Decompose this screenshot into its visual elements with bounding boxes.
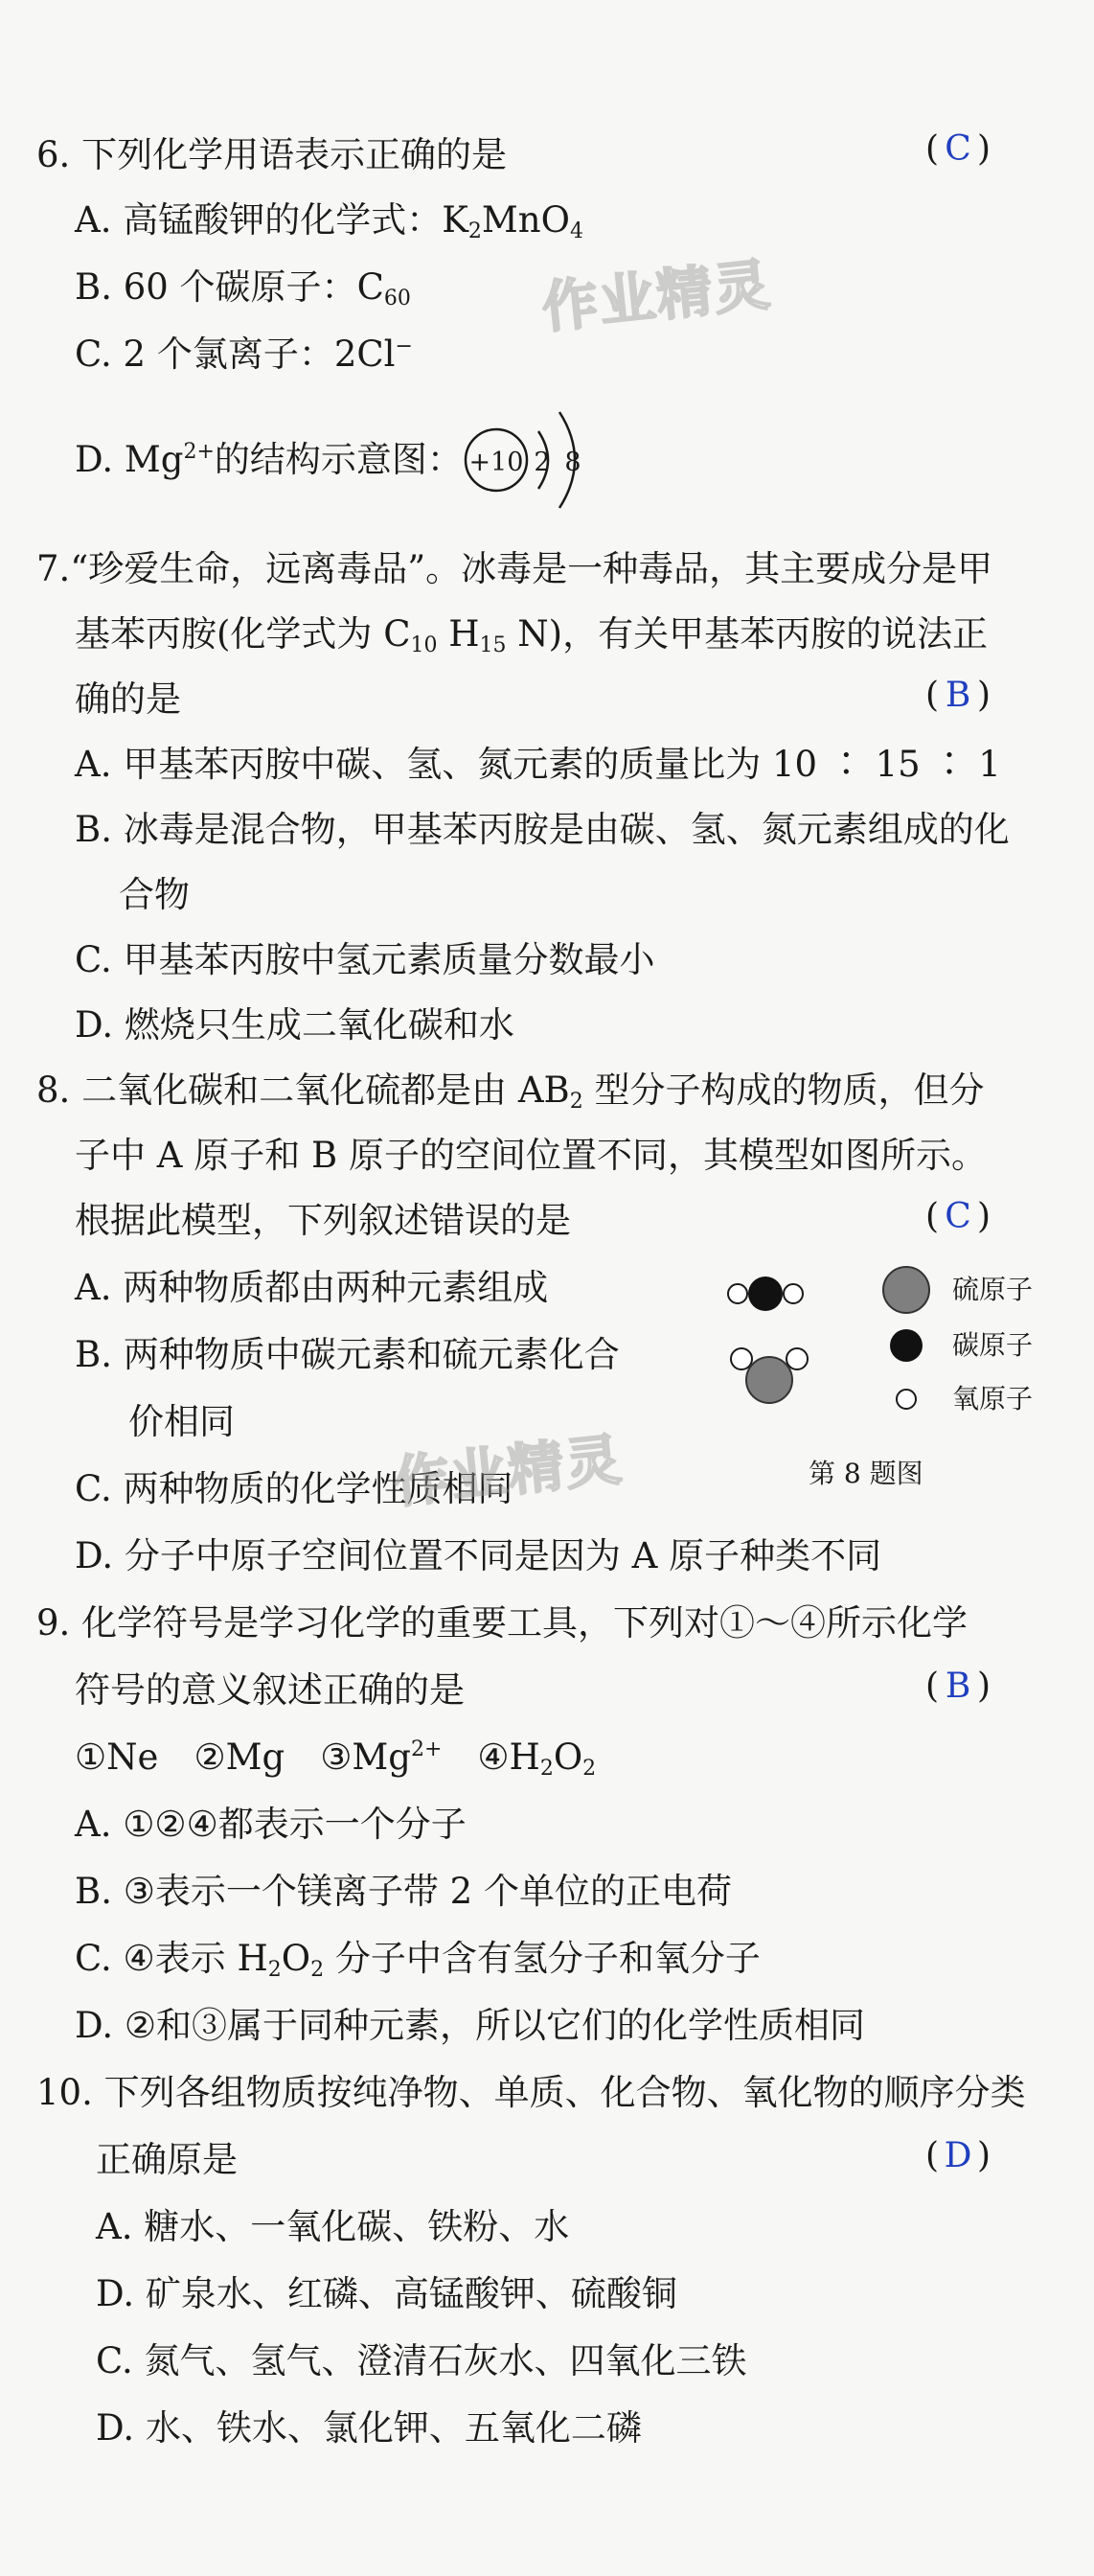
- q7-stem-line1: 7.“珍爱生命，远离毒品”。冰毒是一种毒品，其主要成分是甲: [36, 548, 993, 589]
- q10-stem-line2: 正确原是: [96, 2139, 238, 2180]
- q7-answer: ( B ): [925, 671, 991, 721]
- q9-stem-line2: 符号的意义叙述正确的是: [75, 1669, 465, 1711]
- q10-option-c: C. 氮气、氢气、澄清石灰水、四氧化三铁: [96, 2340, 747, 2381]
- carbon-atom-symbol: [890, 1329, 923, 1362]
- q10-answer-letter: D: [944, 2136, 972, 2175]
- q8-stem-line2: 子中 A 原子和 B 原子的空间位置不同，其模型如图所示。: [75, 1135, 987, 1176]
- q7-answer-letter: B: [945, 676, 971, 715]
- q8-option-b-line2: 价相同: [128, 1401, 235, 1442]
- q6-option-b: B. 60 个碳原子：$C_{60}$: [75, 266, 411, 310]
- q6-answer: ( C ): [925, 125, 991, 174]
- q8-legend-symbols: [881, 1263, 939, 1426]
- q9-answer: ( B ): [925, 1662, 991, 1712]
- q8-stem-line1: 8. 二氧化碳和二氧化硫都是由 $AB_2$ 型分子构成的物质，但分: [36, 1070, 985, 1114]
- q10-option-b: D. 矿泉水、红磷、高锰酸钾、硫酸铜: [96, 2273, 677, 2314]
- q9-symbols: ①Ne ②Mg $③Mg^{2+}$ $④H_2O_2$: [75, 1736, 597, 1781]
- q7-stem-line3: 确的是: [75, 678, 181, 720]
- q9-option-c: C. ④表示 $H_2O_2$ 分子中含有氢分子和氧分子: [75, 1938, 761, 1982]
- q8-figure-caption: 第 8 题图: [809, 1458, 923, 1489]
- q8-answer-letter: C: [945, 1197, 971, 1236]
- watermark: 作业精灵: [538, 251, 775, 341]
- q8-stem-line3: 根据此模型，下列叙述错误的是: [75, 1200, 571, 1241]
- q6-option-a: A. 高锰酸钾的化学式：$K_2MnO_4$: [75, 199, 583, 243]
- co2-molecule: [728, 1276, 803, 1311]
- q8-molecule-models: [718, 1255, 853, 1418]
- q8-option-a: A. 两种物质都由两种元素组成: [75, 1267, 549, 1308]
- q9-answer-letter: B: [945, 1667, 971, 1706]
- so2-molecule: [731, 1348, 808, 1403]
- q7-stem-line2: 基苯丙胺(化学式为 $C_{10}$ $H_{15}$ N)，有关甲基苯丙胺的说法正: [75, 613, 989, 657]
- q6-option-c: C. 2 个氯离子：2Cl−: [75, 334, 413, 375]
- sulfur-atom-symbol: [883, 1267, 929, 1313]
- q7-option-b-line2: 合物: [119, 874, 190, 915]
- q7-option-c: C. 甲基苯丙胺中氢元素质量分数最小: [75, 939, 655, 980]
- shell-2-electrons: 8: [564, 448, 581, 477]
- legend-carbon: 碳原子: [952, 1329, 1034, 1361]
- q7-option-d: D. 燃烧只生成二氧化碳和水: [75, 1004, 514, 1046]
- q6-stem: 6. 下列化学用语表示正确的是: [36, 134, 508, 175]
- q9-option-a: A. ①②④都表示一个分子: [75, 1804, 467, 1845]
- q10-option-a: A. 糖水、一氧化碳、铁粉、水: [96, 2206, 570, 2247]
- oxygen-atom-symbol: [897, 1390, 916, 1409]
- q9-option-b: B. ③表示一个镁离子带 2 个单位的正电荷: [75, 1871, 732, 1912]
- q6-ion-structure-diagram: [456, 393, 609, 527]
- q8-option-d: D. 分子中原子空间位置不同是因为 A 原子种类不同: [75, 1535, 882, 1576]
- watermark-2: 作业精灵: [390, 1426, 627, 1516]
- q8-option-b-line1: B. 两种物质中碳元素和硫元素化合: [75, 1334, 620, 1375]
- shell-1-electrons: 2: [534, 448, 551, 477]
- q9-stem-line1: 9. 化学符号是学习化学的重要工具，下列对①～④所示化学: [36, 1602, 969, 1644]
- q7-option-b-line1: B. 冰毒是混合物，甲基苯丙胺是由碳、氢、氮元素组成的化: [75, 809, 1010, 850]
- q6-option-d: D. $Mg^{2+}$的结构示意图：: [75, 439, 463, 480]
- q7-option-a: A. 甲基苯丙胺中碳、氢、氮元素的质量比为 10 ∶ 15 ∶ 1: [75, 744, 1001, 785]
- q8-answer: ( C ): [925, 1192, 991, 1242]
- q10-option-d: D. 水、铁水、氯化钾、五氧化二磷: [96, 2407, 642, 2449]
- q10-answer: ( D ): [925, 2131, 991, 2181]
- nucleus-label: +10: [468, 448, 524, 477]
- legend-sulfur: 硫原子: [952, 1274, 1034, 1305]
- q6-answer-letter: C: [945, 129, 971, 169]
- legend-oxygen: 氧原子: [952, 1383, 1034, 1414]
- q8-option-c: C. 两种物质的化学性质相同: [75, 1468, 513, 1509]
- q10-stem-line1: 10. 下列各组物质按纯净物、单质、化合物、氧化物的顺序分类: [36, 2072, 1026, 2113]
- q9-option-d: D. ②和③属于同种元素，所以它们的化学性质相同: [75, 2005, 866, 2046]
